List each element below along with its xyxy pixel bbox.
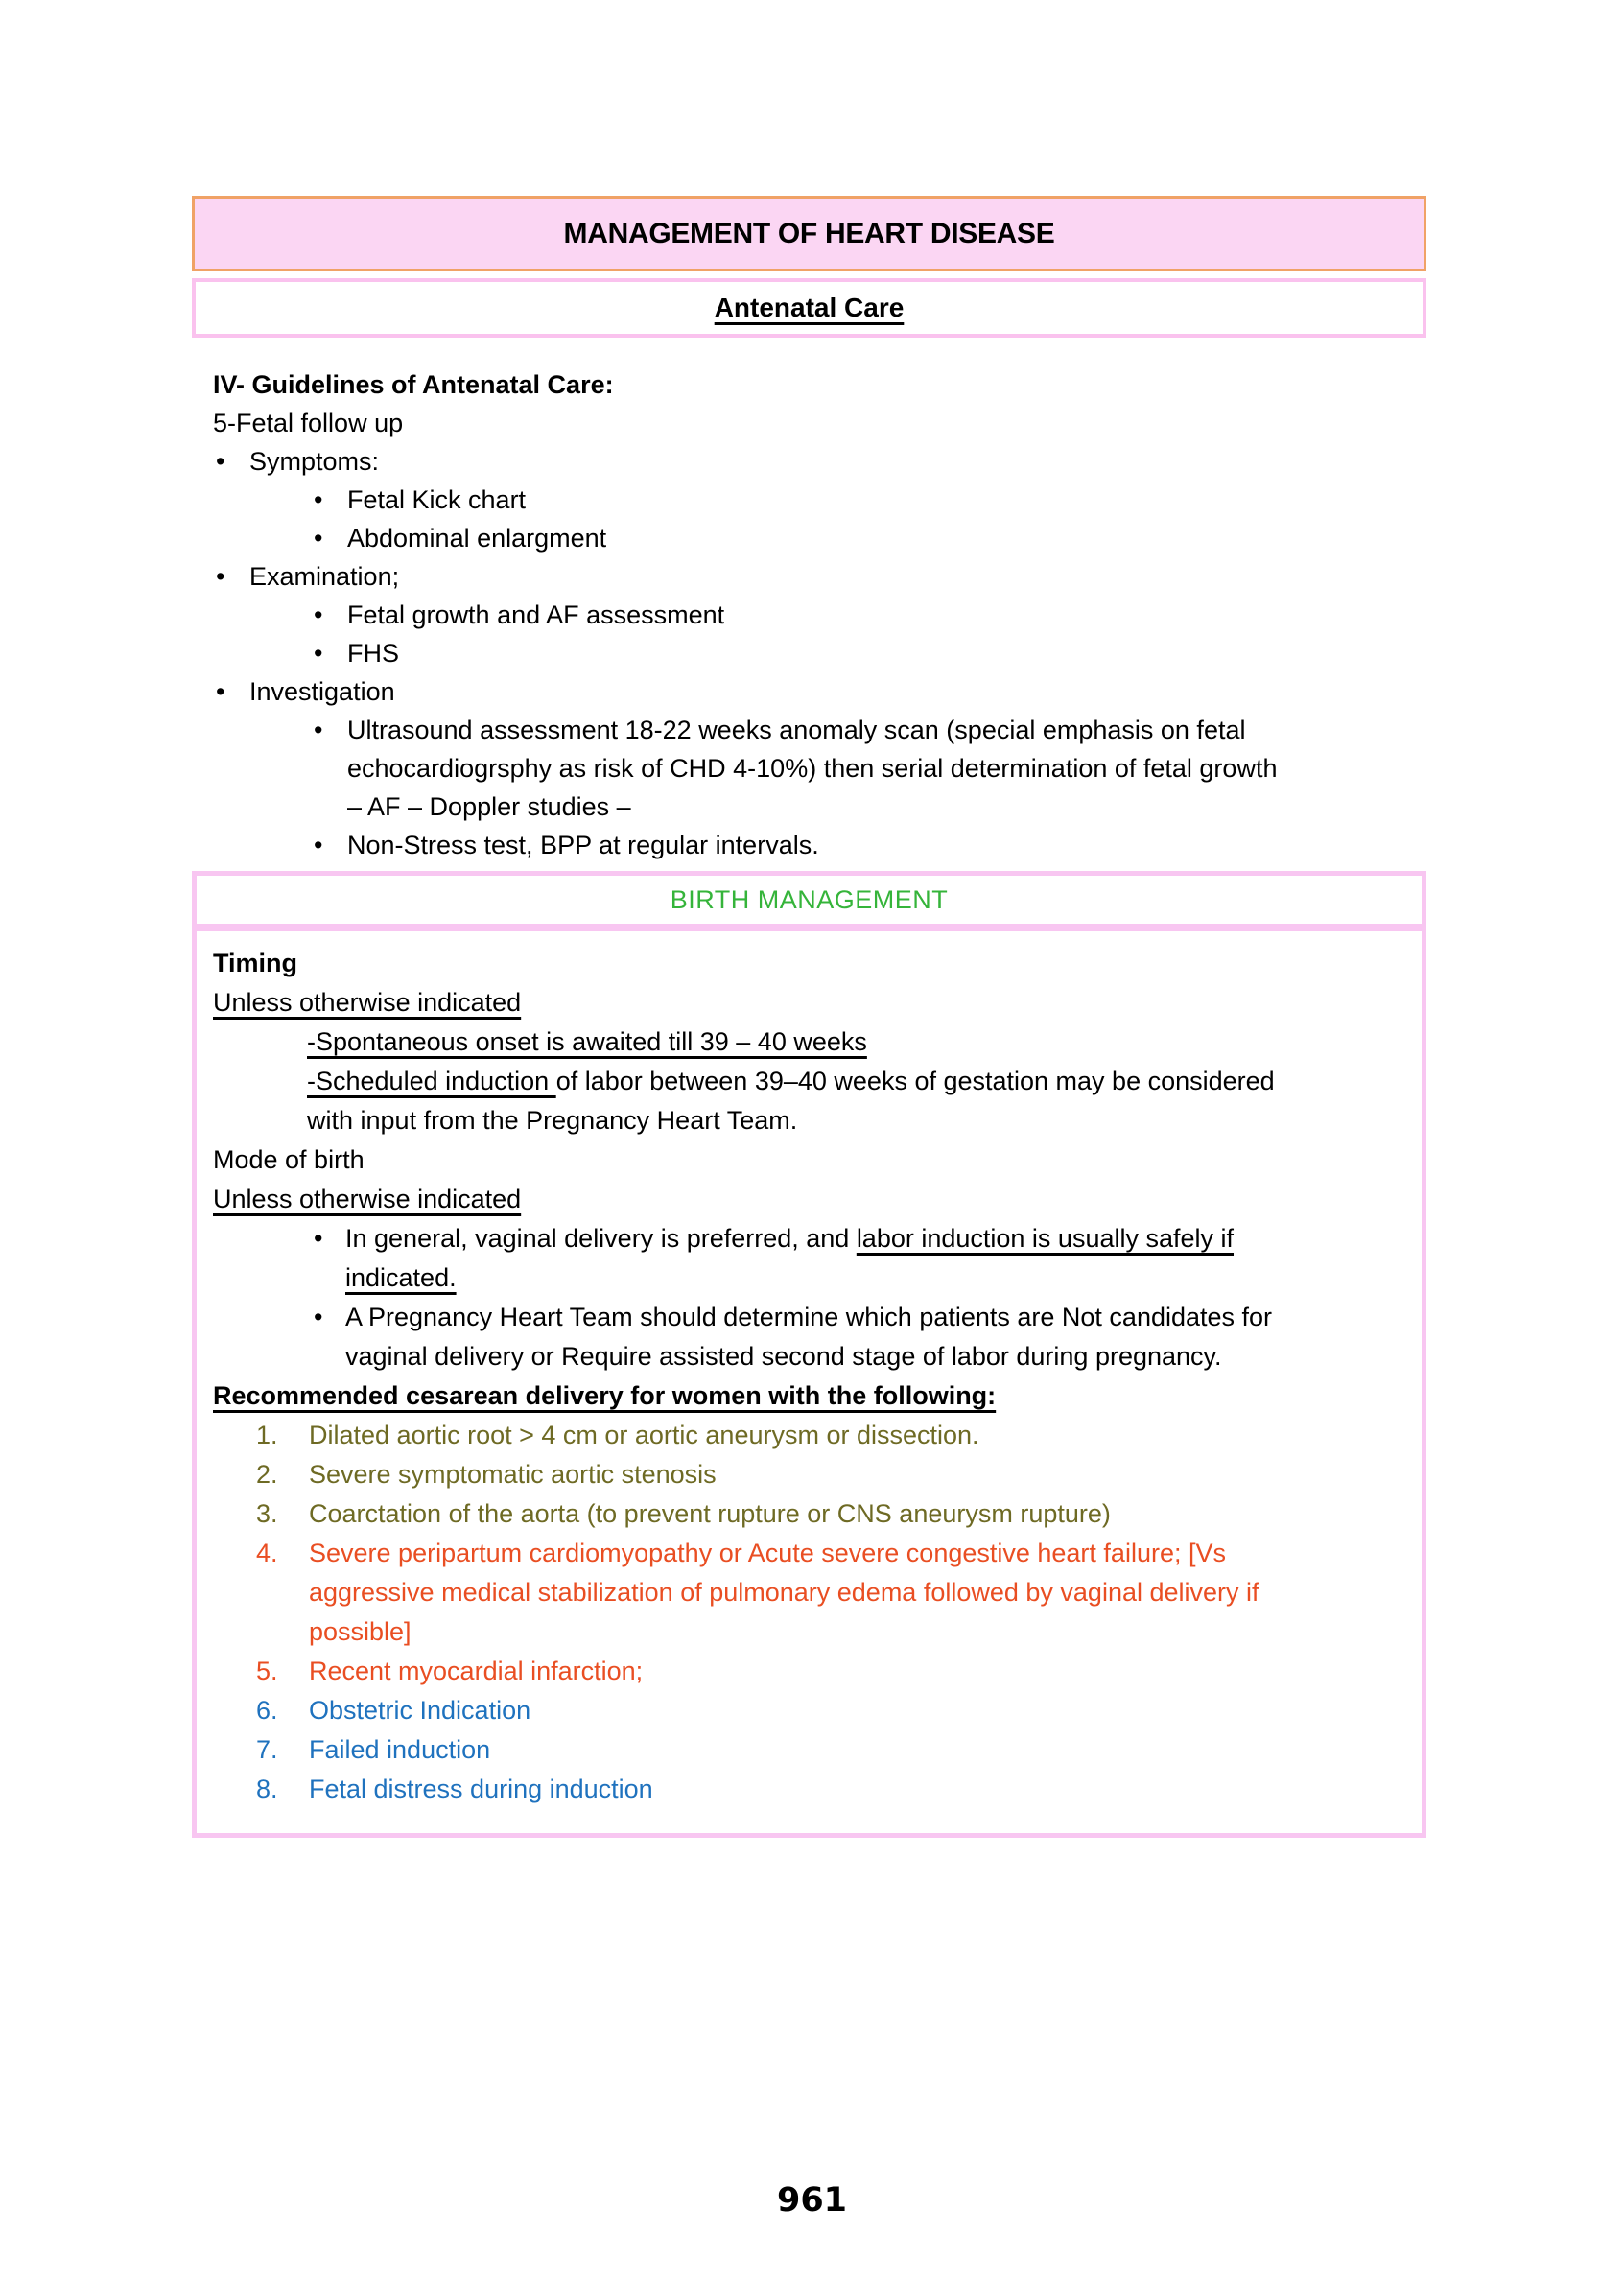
text-line: [213, 404, 1441, 442]
title-box: [192, 196, 1426, 271]
line-text: [347, 831, 819, 859]
line-text: [307, 1067, 1275, 1095]
text-segment: Fetal distress during induction: [309, 1775, 653, 1803]
birth-management-header-box: [192, 871, 1426, 929]
page-number: 961: [776, 2181, 848, 2220]
text-segment: with input from the Pregnancy Heart Team.: [307, 1106, 798, 1135]
line-text: [213, 409, 403, 437]
line-text: [347, 754, 1277, 783]
text-segment: possible]: [309, 1617, 412, 1646]
line-text: [249, 447, 379, 476]
subtitle-box: [192, 278, 1426, 338]
text-segment: Obstetric Indication: [309, 1696, 531, 1725]
line-text: [213, 1185, 521, 1213]
numbered-list-item: [213, 1494, 1404, 1534]
bullet-icon: •: [314, 639, 323, 668]
text-segment: Examination;: [249, 562, 400, 591]
text-segment: Failed induction: [309, 1735, 491, 1764]
text-segment: Investigation: [249, 677, 395, 706]
bullet-list-item: [213, 596, 1441, 634]
bullet-list-item: [213, 557, 1441, 596]
text-segment: – AF – Doppler studies –: [347, 792, 631, 821]
text-segment: Severe symptomatic aortic stenosis: [309, 1460, 717, 1489]
item-number: 2.: [256, 1460, 278, 1489]
birth-management-title: BIRTH MANAGEMENT: [670, 884, 949, 914]
text-segment: Timing: [213, 949, 298, 977]
text-segment: Dilated aortic root > 4 cm or aortic aneurysm or dissection.: [309, 1421, 979, 1449]
text-line: [213, 1376, 1404, 1416]
numbered-list-item: [213, 1691, 1404, 1730]
text-line: [213, 788, 1441, 826]
text-line: [213, 1337, 1404, 1376]
birth-management-content-box: [192, 927, 1426, 1838]
bullet-list-item: [213, 711, 1441, 749]
text-segment: Fetal growth and AF assessment: [347, 600, 725, 629]
text-segment: Recommended cesarean delivery for women with the following:: [213, 1381, 997, 1410]
line-text: [213, 370, 614, 399]
text-line: [213, 749, 1441, 788]
text-segment: IV- Guidelines of Antenatal Care:: [213, 370, 614, 399]
text-segment: indicated.: [345, 1263, 457, 1292]
text-segment: aggressive medical stabilization of pulmonary edema followed by vaginal delivery if: [309, 1578, 1259, 1607]
line-text: [307, 1027, 867, 1056]
line-text: [347, 716, 1245, 744]
text-segment: labor induction is usually safely if: [856, 1224, 1235, 1253]
text-line: [213, 1023, 1404, 1062]
line-text: [347, 485, 526, 514]
bullet-icon: •: [216, 562, 225, 591]
bullet-icon: •: [314, 485, 323, 514]
page-title: MANAGEMENT OF HEART DISEASE: [563, 217, 1055, 249]
item-number: 1.: [256, 1421, 278, 1449]
item-number: 5.: [256, 1657, 278, 1685]
text-line: [213, 365, 1441, 404]
text-line: [213, 983, 1404, 1023]
line-text: [309, 1578, 1259, 1607]
text-segment: Ultrasound assessment 18-22 weeks anomaly scan (special emphasis on fetal: [347, 716, 1246, 744]
bullet-list-item: [213, 519, 1441, 557]
line-text: [345, 1342, 1222, 1371]
text-segment: Unless otherwise indicated: [213, 1185, 522, 1213]
line-text: [249, 562, 399, 591]
bullet-list-item: [213, 672, 1441, 711]
item-number: 6.: [256, 1696, 278, 1725]
text-line: [213, 1612, 1404, 1652]
line-text: [309, 1539, 1226, 1567]
line-text: [213, 1145, 365, 1174]
bullet-list-item: [213, 634, 1441, 672]
text-line: [213, 1258, 1404, 1298]
numbered-list-item: [213, 1416, 1404, 1455]
line-text: [213, 988, 521, 1017]
text-line: [213, 1101, 1404, 1140]
numbered-list-item: [213, 1652, 1404, 1691]
bullet-icon: •: [314, 600, 323, 629]
line-text: [213, 949, 297, 977]
bullet-icon: •: [216, 677, 225, 706]
text-segment: In general, vaginal delivery is preferred, and: [345, 1224, 857, 1253]
bullet-icon: •: [314, 524, 323, 553]
line-text: [347, 524, 606, 553]
bullet-list-item: [213, 442, 1441, 481]
bullet-list-item: [213, 481, 1441, 519]
antenatal-guidelines-section: [213, 365, 1441, 864]
numbered-list-item: [213, 1534, 1404, 1573]
text-segment: echocardiogrsphy as risk of CHD 4-10%) then serial determination of fetal growth: [347, 754, 1278, 783]
bullet-icon: •: [314, 716, 323, 744]
line-text: [347, 792, 631, 821]
line-text: [309, 1421, 979, 1449]
text-segment: Non-Stress test, BPP at regular intervals.: [347, 831, 819, 859]
line-text: [213, 1381, 996, 1410]
numbered-list-item: [213, 1730, 1404, 1770]
bullet-icon: •: [314, 831, 323, 859]
bullet-icon: •: [216, 447, 225, 476]
text-segment: Abdominal enlargment: [347, 524, 607, 553]
text-segment: Fetal Kick chart: [347, 485, 527, 514]
item-number: 3.: [256, 1499, 278, 1528]
bullet-icon: •: [314, 1224, 323, 1253]
line-text: [309, 1499, 1111, 1528]
line-text: [307, 1106, 797, 1135]
line-text: [309, 1696, 530, 1725]
text-line: [213, 944, 1404, 983]
text-segment: vaginal delivery or Require assisted second stage of labor during pregnancy.: [345, 1342, 1222, 1371]
line-text: [309, 1617, 412, 1646]
text-line: [213, 1062, 1404, 1101]
bullet-list-item: [213, 1219, 1404, 1258]
line-text: [345, 1224, 1234, 1253]
bullet-list-item: [213, 826, 1441, 864]
text-segment: FHS: [347, 639, 399, 668]
line-text: [249, 677, 395, 706]
text-segment: of labor between 39–40 weeks of gestation may be considered: [555, 1067, 1275, 1095]
line-text: [347, 600, 724, 629]
text-line: [213, 1140, 1404, 1180]
text-segment: Coarctation of the aorta (to prevent rupture or CNS aneurysm rupture): [309, 1499, 1111, 1528]
text-segment: -Scheduled induction: [307, 1067, 556, 1095]
text-segment: -Spontaneous onset is awaited till 39 – 40 weeks: [307, 1027, 867, 1056]
text-segment: A Pregnancy Heart Team should determine which patients are Not candidates for: [345, 1303, 1273, 1331]
numbered-list-item: [213, 1455, 1404, 1494]
text-segment: Symptoms:: [249, 447, 380, 476]
item-number: 8.: [256, 1775, 278, 1803]
text-segment: Recent myocardial infarction;: [309, 1657, 644, 1685]
subtitle: Antenatal Care: [714, 293, 905, 322]
line-text: [345, 1263, 457, 1292]
line-text: [309, 1775, 653, 1803]
text-segment: 5-Fetal follow up: [213, 409, 404, 437]
numbered-list-item: [213, 1770, 1404, 1809]
bullet-icon: •: [314, 1303, 323, 1331]
text-segment: Unless otherwise indicated: [213, 988, 522, 1017]
text-segment: Mode of birth: [213, 1145, 365, 1174]
text-line: [213, 1180, 1404, 1219]
item-number: 7.: [256, 1735, 278, 1764]
bullet-list-item: [213, 1298, 1404, 1337]
line-text: [309, 1735, 490, 1764]
line-text: [345, 1303, 1272, 1331]
item-number: 4.: [256, 1539, 278, 1567]
text-segment: Severe peripartum cardiomyopathy or Acute severe congestive heart failure; [Vs: [309, 1539, 1226, 1567]
text-line: [213, 1573, 1404, 1612]
line-text: [347, 639, 399, 668]
line-text: [309, 1460, 717, 1489]
line-text: [309, 1657, 643, 1685]
